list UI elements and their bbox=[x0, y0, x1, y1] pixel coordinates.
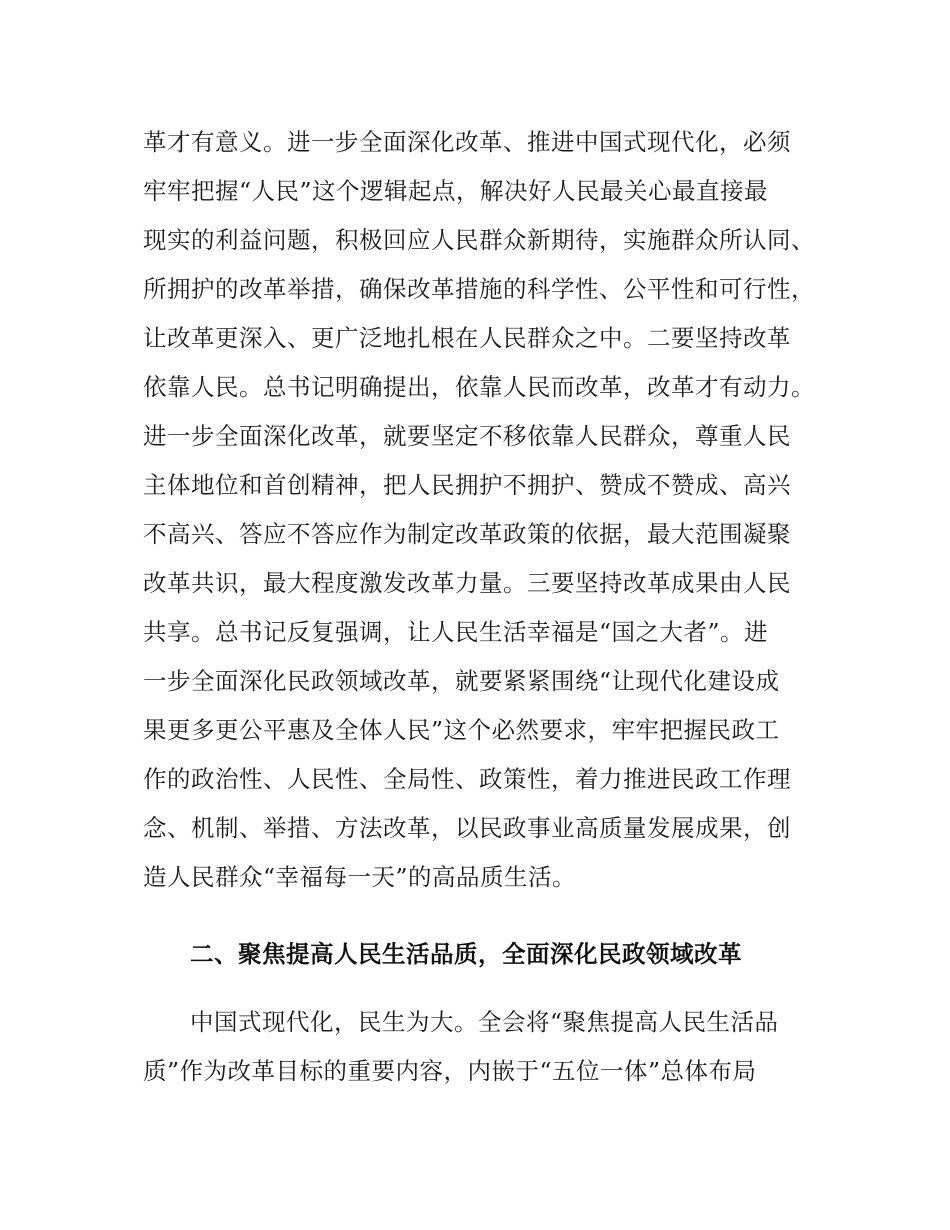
paragraph-line: 所拥护的改革举措，确保改革措施的科学性、公平性和可行性， bbox=[143, 275, 815, 303]
paragraph-line: 质”作为改革目标的重要内容，内嵌于“五位一体”总体布局 bbox=[143, 1057, 757, 1085]
paragraph-line: 让改革更深入、更广泛地扎根在人民群众之中。二要坚持改革 bbox=[143, 324, 791, 352]
paragraph-line: 果更多更公平惠及全体人民”这个必然要求，牢牢把握民政工 bbox=[143, 716, 780, 744]
paragraph-line: 进一步全面深化改革，就要坚定不移依靠人民群众，尊重人民 bbox=[143, 422, 791, 450]
paragraph-line: 共享。总书记反复强调，让人民生活幸福是“国之大者”。进 bbox=[143, 618, 769, 646]
section-heading: 二、聚焦提高人民生活品质，全面深化民政领域改革 bbox=[190, 940, 742, 968]
paragraph-line: 主体地位和首创精神，把人民拥护不拥护、赞成不赞成、高兴 bbox=[143, 471, 791, 499]
paragraph-line: 中国式现代化，民生为大。全会将“聚焦提高人民生活品 bbox=[190, 1008, 779, 1036]
paragraph-line: 革才有意义。进一步全面深化改革、推进中国式现代化，必须 bbox=[143, 128, 791, 156]
paragraph-line: 作的政治性、人民性、全局性、政策性，着力推进民政工作理 bbox=[143, 765, 791, 793]
paragraph-line: 牢牢把握“人民”这个逻辑起点，解决好人民最关心最直接最 bbox=[143, 177, 769, 205]
paragraph-line: 现实的利益问题，积极回应人民群众新期待，实施群众所认同、 bbox=[143, 226, 815, 254]
paragraph-line: 改革共识，最大程度激发改革力量。三要坚持改革成果由人民 bbox=[143, 569, 791, 597]
paragraph-line: 念、机制、举措、方法改革，以民政事业高质量发展成果，创 bbox=[143, 814, 791, 842]
paragraph-line: 依靠人民。总书记明确提出，依靠人民而改革，改革才有动力。 bbox=[143, 373, 815, 401]
paragraph-line: 不高兴、答应不答应作为制定改革政策的依据，最大范围凝聚 bbox=[143, 520, 791, 548]
paragraph-line: 造人民群众“幸福每一天”的高品质生活。 bbox=[143, 863, 577, 891]
paragraph-line: 一步全面深化民政领域改革，就要紧紧围绕“让现代化建设成 bbox=[143, 667, 780, 695]
